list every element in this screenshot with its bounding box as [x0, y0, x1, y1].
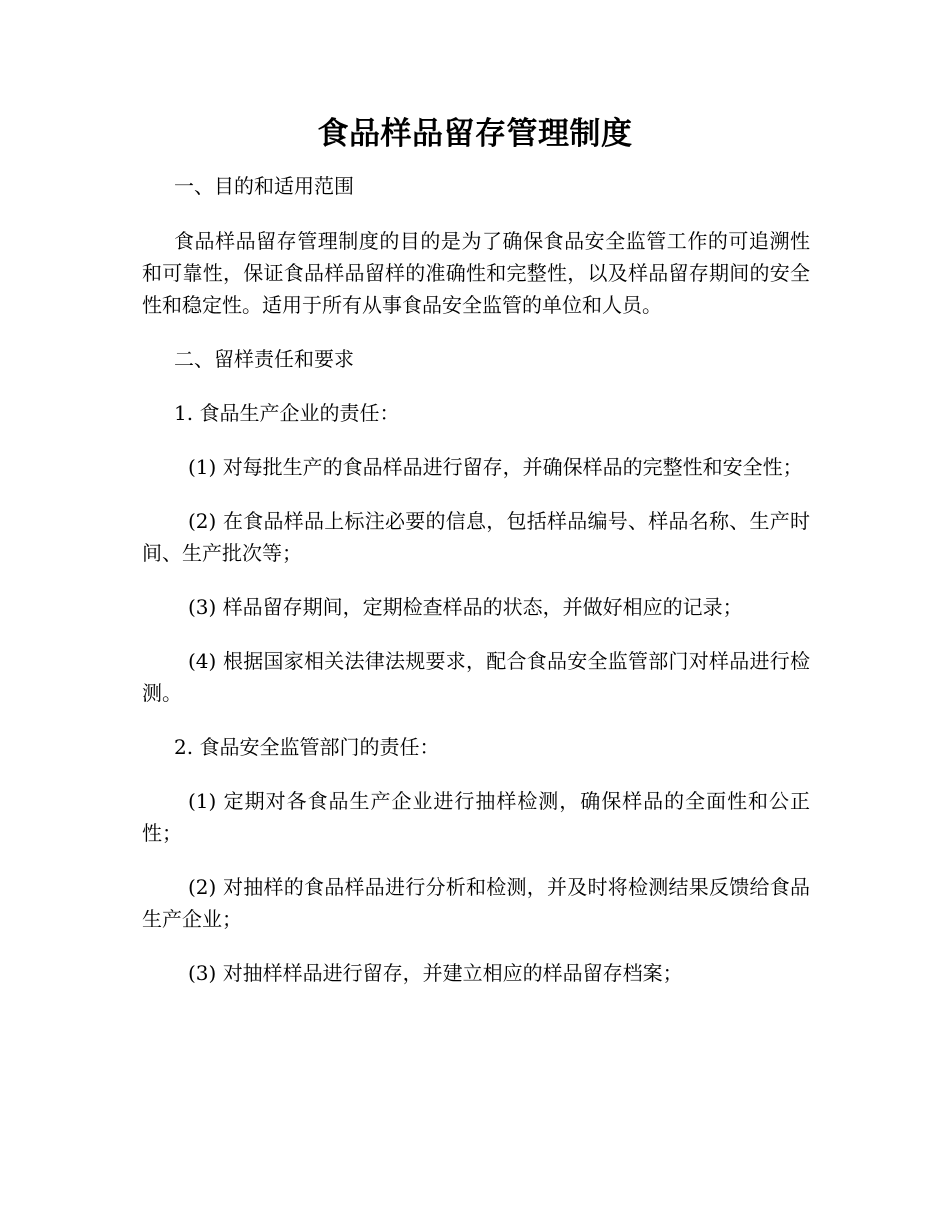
document-title: 食品样品留存管理制度	[317, 116, 633, 152]
section-heading-purpose: 一、目的和适用范围	[174, 174, 354, 198]
document-body	[142, 170, 810, 989]
subheading-producer-responsibility: 1. 食品生产企业的责任：	[174, 401, 400, 425]
list-item: (1) 对每批生产的食品样品进行留存，并确保样品的完整性和安全性；	[188, 455, 803, 479]
list-item: (2) 对抽样的食品样品进行分析和检测，并及时将检测结果反馈给食品生产企业；	[142, 875, 810, 931]
list-item: (1) 定期对各食品生产企业进行抽样检测，确保样品的全面性和公正性；	[142, 789, 810, 845]
list-item: (2) 在食品样品上标注必要的信息，包括样品编号、样品名称、生产时间、生产批次等；	[142, 509, 810, 565]
subheading-regulator-responsibility: 2. 食品安全监管部门的责任：	[174, 735, 440, 759]
section-heading-responsibilities: 二、留样责任和要求	[174, 347, 354, 371]
list-item: (3) 对抽样样品进行留存，并建立相应的样品留存档案；	[188, 961, 683, 985]
list-item: (4) 根据国家相关法律法规要求，配合食品安全监管部门对样品进行检测。	[142, 649, 810, 705]
list-item: (3) 样品留存期间，定期检查样品的状态，并做好相应的记录；	[188, 595, 743, 619]
paragraph-purpose-scope: 食品样品留存管理制度的目的是为了确保食品安全监管工作的可追溯性和可靠性，保证食品样品留样的准确性和完整性，以及样品留存期间的安全性和稳定性。适用于所有从事食品安全监管的单位和人员。	[142, 229, 810, 317]
